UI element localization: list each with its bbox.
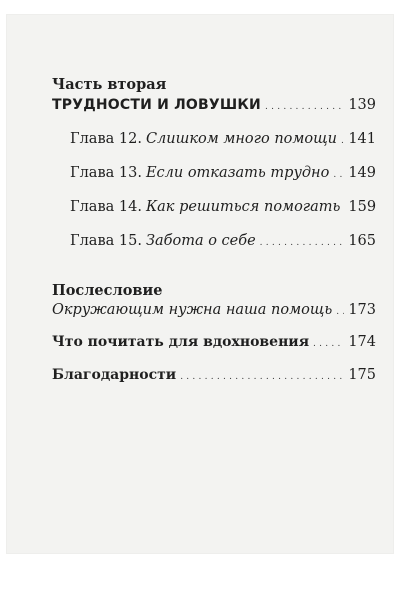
chapter-title: Слишком много помощи <box>145 131 338 147</box>
page-number: 139 <box>348 97 376 113</box>
dot-leader <box>180 365 344 386</box>
chapter-number: Глава 12. <box>70 131 142 147</box>
part-label: Часть вторая <box>52 76 167 93</box>
toc-entry-chapter-15 <box>70 232 376 252</box>
page-number: 174 <box>348 334 376 350</box>
table-of-contents <box>52 76 376 386</box>
chapter-number: Глава 14. <box>70 199 142 215</box>
afterword-section <box>52 282 376 321</box>
reading-title: Что почитать для вдохновения <box>52 334 310 350</box>
chapter-title: Если отказать трудно <box>145 165 330 181</box>
toc-entry-afterword <box>52 300 376 321</box>
chapter-number: Глава 15. <box>70 233 142 249</box>
toc-entry-chapter-12 <box>70 130 376 150</box>
chapter-title: Как решиться помогать <box>145 199 341 215</box>
page-number: 149 <box>348 165 376 181</box>
afterword-title: Окружающим нужна наша помощь <box>52 302 333 318</box>
toc-entry-part-title <box>52 95 376 116</box>
page-number: 159 <box>348 199 377 215</box>
page-number: 173 <box>348 302 376 318</box>
thanks-title: Благодарности <box>52 367 177 383</box>
afterword-label: Послесловие <box>52 282 163 299</box>
part-title: ТРУДНОСТИ И ЛОВУШКИ <box>52 97 261 113</box>
dot-leader <box>336 300 344 321</box>
dot-leader <box>313 332 344 353</box>
toc-entry-reading <box>52 332 376 353</box>
dot-leader <box>260 232 345 252</box>
page-number: 165 <box>348 233 376 249</box>
page-number: 141 <box>348 131 376 147</box>
chapter-title: Забота о себе <box>145 233 256 249</box>
dot-leader <box>265 95 344 116</box>
page-number: 175 <box>348 367 376 383</box>
dot-leader <box>333 164 344 184</box>
chapter-number: Глава 13. <box>70 165 142 181</box>
toc-entry-chapter-14 <box>70 198 376 218</box>
toc-entry-chapter-13 <box>70 164 376 184</box>
book-page <box>6 14 394 554</box>
toc-entry-thanks <box>52 365 376 386</box>
dot-leader <box>341 130 344 150</box>
